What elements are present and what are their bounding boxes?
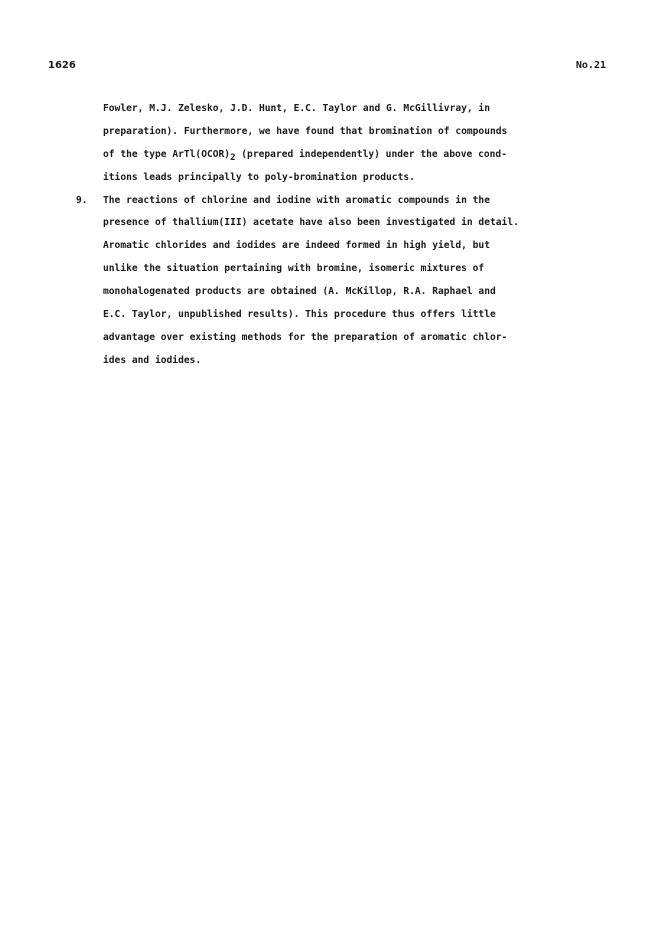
- text-line: unlike the situation pertaining with bromine, isomeric mixtures of: [103, 263, 485, 275]
- text-line: Aromatic chlorides and iodides are indeed formed in high yield, but: [103, 240, 490, 252]
- chemical-formula: ArTl(OCOR): [172, 148, 231, 160]
- text-fragment: of the type: [103, 148, 173, 160]
- reference-continuation: [103, 98, 615, 190]
- text-line: ides and iodides.: [103, 354, 202, 366]
- note-9: [76, 190, 615, 373]
- text-line: preparation). Furthermore, we have found that bromination of compounds: [103, 125, 508, 137]
- text-line: Fowler, M.J. Zelesko, J.D. Hunt, E.C. Taylor and G. McGillivray, in: [103, 103, 490, 114]
- note-number: 9.: [76, 194, 88, 206]
- text-line: advantage over existing methods for the preparation of aromatic chlor-: [103, 331, 508, 343]
- text-fragment: (prepared independently) under the above cond-: [235, 148, 507, 160]
- journal-issue: No.21: [575, 60, 606, 71]
- text-line: The reactions of chlorine and iodine with aromatic compounds in the: [103, 194, 490, 206]
- page-number: 1626: [48, 60, 76, 71]
- formula-subscript: 2: [230, 152, 236, 163]
- page-header: [48, 60, 606, 74]
- text-line: itions leads principally to poly-bromination products.: [103, 171, 415, 183]
- text-line: presence of thallium(III) acetate have also been investigated in detail.: [103, 217, 519, 229]
- text-line: E.C. Taylor, unpublished results). This procedure thus offers little: [103, 309, 496, 321]
- text-line: monohalogenated products are obtained (A. McKillop, R.A. Raphael and: [103, 286, 496, 298]
- references-body: [76, 98, 615, 373]
- text-line: [103, 144, 615, 167]
